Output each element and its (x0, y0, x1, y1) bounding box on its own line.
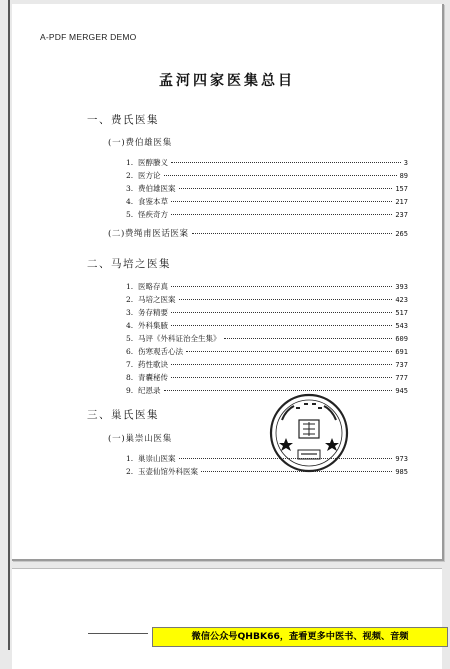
footer-rule (88, 633, 148, 634)
section-heading: 三、巢氏医集 (87, 409, 159, 421)
leader-dots (164, 175, 397, 176)
subsection-heading: (一)费伯雄医集 (108, 138, 173, 148)
leader-dots (171, 286, 392, 287)
leader-dots (179, 299, 393, 300)
entry-page: 393 (395, 283, 408, 291)
entry-number: 3. (126, 308, 134, 317)
entry-page: 973 (395, 455, 408, 463)
leader-dots (171, 312, 392, 313)
entry-title: 食鉴本草 (138, 197, 168, 206)
entry-title: 伤寒观舌心法 (138, 347, 183, 356)
toc-entry[interactable] (126, 320, 408, 331)
entry-page: 517 (395, 309, 408, 317)
entry-title: 外科集腋 (138, 321, 168, 330)
entry-number: 9. (126, 386, 134, 395)
entry-number: 2. (126, 295, 134, 304)
entry-title: 医略存真 (138, 282, 168, 291)
entry-page: 423 (395, 296, 408, 304)
toc-entry[interactable] (126, 281, 408, 292)
entry-page: 609 (395, 335, 408, 343)
entry-title: 巢崇山医案 (138, 454, 176, 463)
entry-number: 1. (126, 282, 134, 291)
toc-entry[interactable] (126, 359, 408, 370)
entry-title: 医醇賸义 (138, 158, 168, 167)
entry-title: (二)费绳甫医话医案 (108, 229, 189, 239)
entry-number: 3. (126, 184, 134, 193)
leader-dots (179, 188, 393, 189)
entry-title: 务存精要 (138, 308, 168, 317)
entry-title: 马评《外科证治全生集》 (138, 334, 221, 343)
toc-entry[interactable] (126, 157, 408, 168)
entry-number: 5. (126, 334, 134, 343)
page-title: 孟河四家医集总目 (159, 73, 295, 89)
entry-title: 怪疾奇方 (138, 210, 168, 219)
toc-entry[interactable] (126, 294, 408, 305)
leader-dots (171, 214, 392, 215)
toc-entry[interactable] (126, 307, 408, 318)
toc-entry[interactable] (126, 466, 408, 477)
entry-page: 985 (395, 468, 408, 476)
entry-page: 543 (395, 322, 408, 330)
leader-dots (171, 325, 392, 326)
promo-banner: 微信公众号QHBK66，查看更多中医书、视频、音频 (152, 627, 448, 647)
entry-page: 691 (395, 348, 408, 356)
entry-number: 4. (126, 321, 134, 330)
entry-number: 8. (126, 373, 134, 382)
library-seal-stamp (268, 392, 350, 474)
leader-dots (171, 364, 392, 365)
toc-entry[interactable] (126, 183, 408, 194)
toc-entry[interactable] (126, 196, 408, 207)
leader-dots (224, 338, 393, 339)
toc-subsection-entry[interactable] (108, 228, 408, 240)
entry-title: 药性歌诀 (138, 360, 168, 369)
entry-page: 265 (395, 230, 408, 238)
entry-title: 马培之医案 (138, 295, 176, 304)
toc-entry[interactable] (126, 453, 408, 464)
next-document-page (12, 568, 442, 669)
leader-dots (171, 162, 401, 163)
entry-page: 3 (403, 159, 408, 167)
entry-title: 费伯雄医案 (138, 184, 176, 193)
entry-page: 237 (395, 211, 408, 219)
toc-entry[interactable] (126, 346, 408, 357)
entry-number: 7. (126, 360, 134, 369)
toc-entry[interactable] (126, 209, 408, 220)
leader-dots (186, 351, 392, 352)
entry-number: 4. (126, 197, 134, 206)
entry-page: 945 (395, 387, 408, 395)
entry-page: 89 (399, 172, 408, 180)
leader-dots (171, 201, 392, 202)
entry-title: 玉壶仙馆外科医案 (138, 467, 198, 476)
entry-number: 6. (126, 347, 134, 356)
section-heading: 二、马培之医集 (87, 258, 171, 270)
leader-dots (192, 233, 393, 234)
section-heading: 一、费氏医集 (87, 114, 159, 126)
toc-entry[interactable] (126, 372, 408, 383)
subsection-heading: (一)巢崇山医集 (108, 434, 173, 444)
entry-number: 2. (126, 171, 134, 180)
entry-title: 青囊秘传 (138, 373, 168, 382)
toc-entry[interactable] (126, 333, 408, 344)
toc-entry[interactable] (126, 385, 408, 396)
entry-page: 217 (395, 198, 408, 206)
entry-page: 737 (395, 361, 408, 369)
entry-page: 157 (395, 185, 408, 193)
leader-dots (164, 390, 393, 391)
toc-entry[interactable] (126, 170, 408, 181)
leader-dots (171, 377, 392, 378)
entry-number: 2. (126, 467, 134, 476)
document-page (12, 4, 444, 561)
viewer-left-rule (8, 0, 10, 650)
entry-title: 纪恩录 (138, 386, 161, 395)
entry-number: 1. (126, 158, 134, 167)
entry-number: 1. (126, 454, 134, 463)
entry-page: 777 (395, 374, 408, 382)
watermark-label: A-PDF MERGER DEMO (40, 32, 137, 42)
entry-number: 5. (126, 210, 134, 219)
entry-title: 医方论 (138, 171, 161, 180)
